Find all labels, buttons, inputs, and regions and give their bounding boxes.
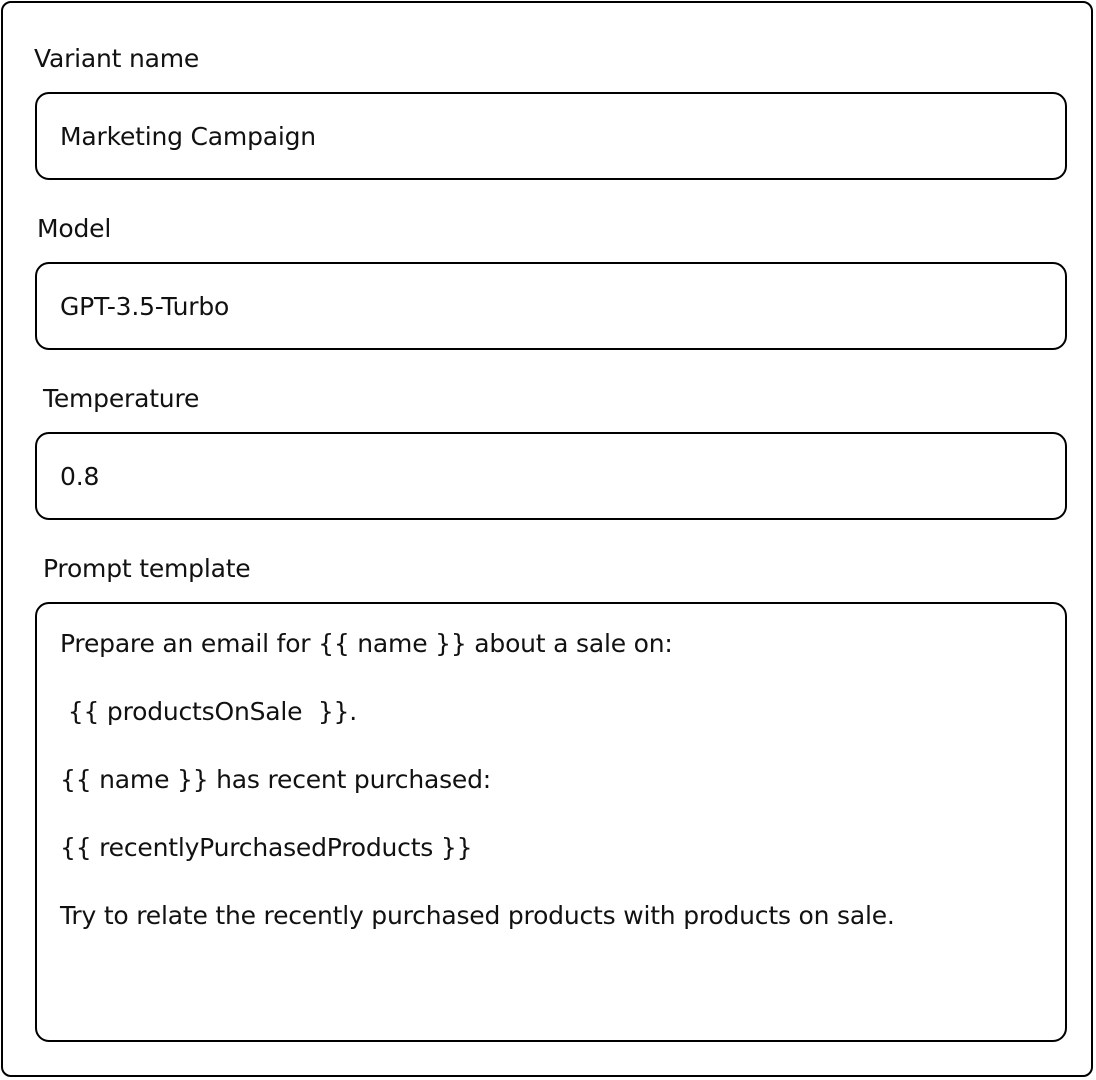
model-value: GPT-3.5-Turbo: [60, 292, 230, 321]
variant-name-input[interactable]: [35, 92, 1067, 180]
prompt-line: {{ recentlyPurchasedProducts }}: [60, 833, 473, 862]
prompt-line: {{ name }} has recent purchased:: [60, 765, 491, 794]
model-input[interactable]: [35, 262, 1067, 350]
prompt-template-textarea[interactable]: [35, 602, 1067, 1042]
model-label: Model: [37, 214, 112, 243]
variant-name-label: Variant name: [34, 44, 200, 73]
prompt-template-label: Prompt template: [43, 554, 251, 583]
variant-name-value: Marketing Campaign: [60, 122, 316, 151]
variant-form-panel: [1, 1, 1093, 1077]
prompt-line: Try to relate the recently purchased products with products on sale.: [60, 901, 895, 930]
prompt-line: Prepare an email for {{ name }} about a sale on:: [60, 629, 673, 658]
temperature-input[interactable]: [35, 432, 1067, 520]
temperature-label: Temperature: [43, 384, 200, 413]
prompt-line: {{ productsOnSale }}.: [60, 697, 357, 726]
temperature-value: 0.8: [60, 462, 100, 491]
